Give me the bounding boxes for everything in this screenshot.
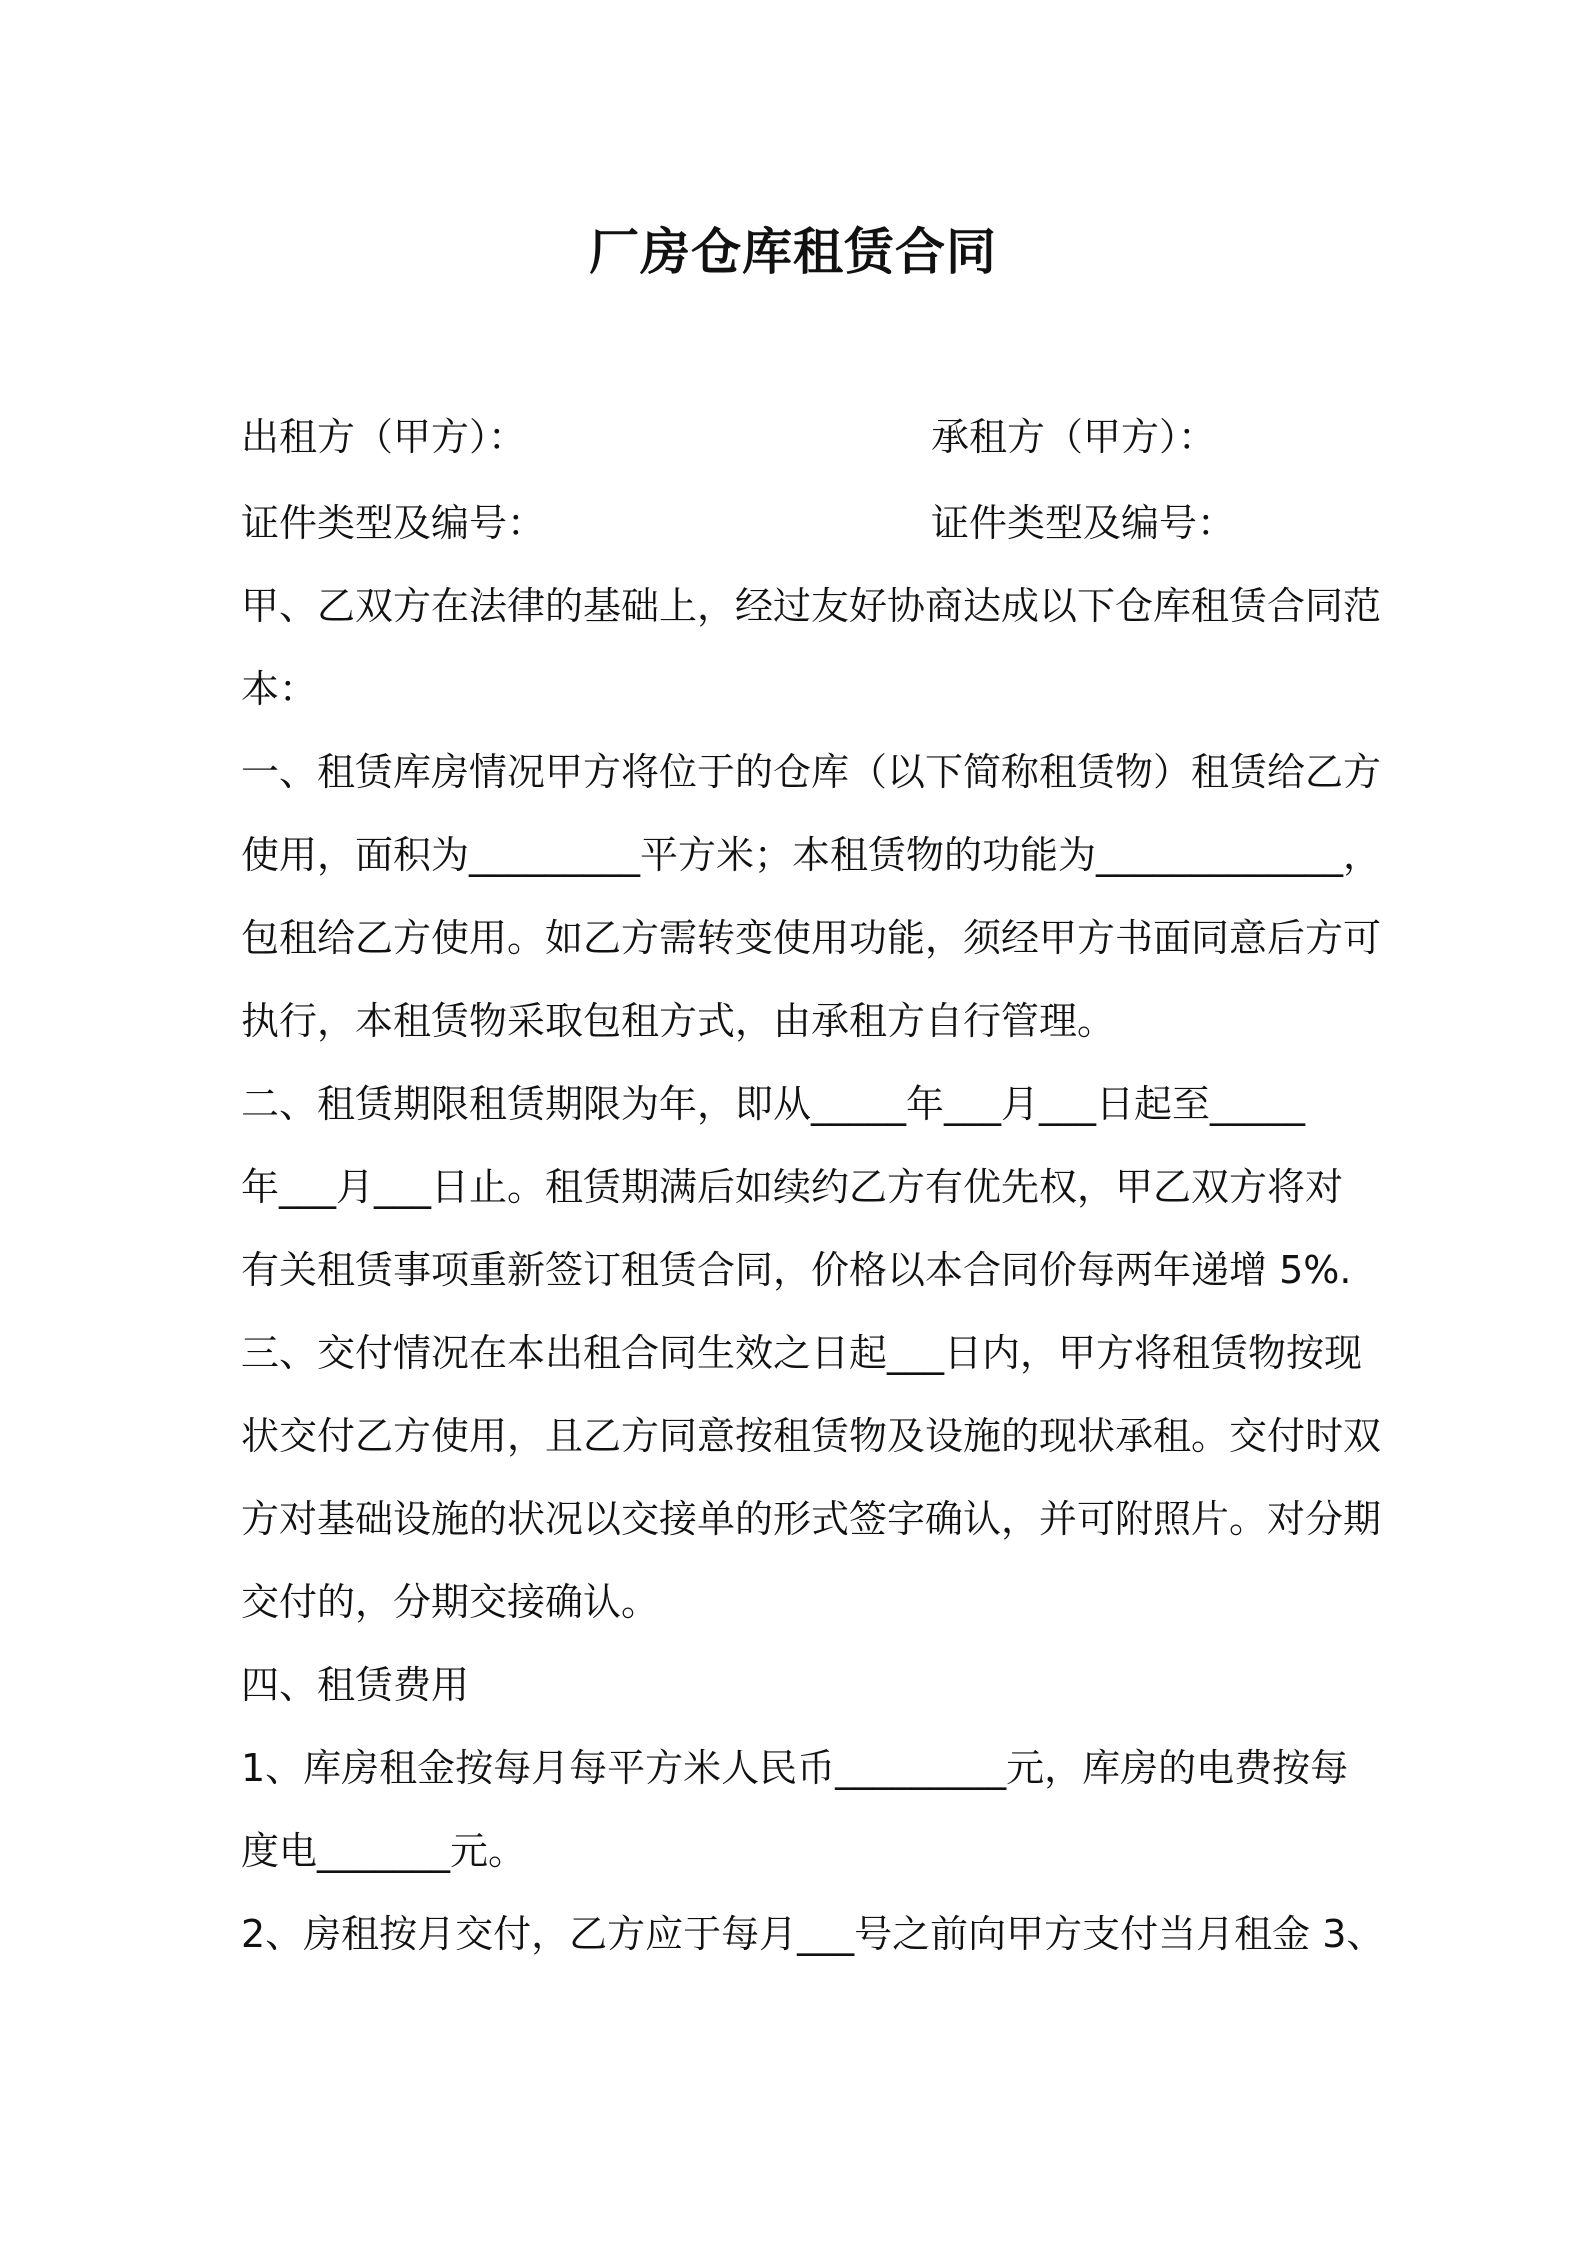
clause-3-line: 三、交付情况在本出租合同生效之日起___日内，甲方将租赁物按现 xyxy=(241,1331,1363,1375)
body-line: 有关租赁事项重新签订租赁合同，价格以本合同价每两年递增 5%. xyxy=(241,1248,1352,1292)
document-title: 厂房仓库租赁合同 xyxy=(589,223,997,281)
id-row xyxy=(241,499,1371,547)
clause-4-heading: 四、租赁费用 xyxy=(241,1663,470,1707)
body-line: 甲、乙双方在法律的基础上，经过友好协商达成以下仓库租赁合同范 xyxy=(241,584,1382,628)
lessee-id-label: 证件类型及编号： xyxy=(931,501,1236,545)
body-line: 2、房租按月交付，乙方应于每月___号之前向甲方支付当月租金 3、 xyxy=(241,1912,1385,1956)
lessor-label: 出租方（甲方）： xyxy=(241,415,527,459)
lessee-label: 承租方（甲方）： xyxy=(931,415,1217,459)
body-line: 本： xyxy=(241,667,318,711)
body-line: 使用，面积为_________平方米；本租赁物的功能为_____________， xyxy=(241,833,1382,877)
body-line: 年___月___日止。租赁期满后如续约乙方有优先权，甲乙双方将对 xyxy=(241,1165,1344,1209)
body-line: 执行，本租赁物采取包租方式，由承租方自行管理。 xyxy=(241,999,1116,1043)
lessor-id-label: 证件类型及编号： xyxy=(241,501,546,545)
body-line: 包租给乙方使用。如乙方需转变使用功能，须经甲方书面同意后方可 xyxy=(241,916,1382,960)
body-line: 1、库房租金按每月每平方米人民币_________元，库房的电费按每 xyxy=(241,1746,1349,1790)
body-line: 交付的，分期交接确认。 xyxy=(241,1580,660,1624)
body-line: 方对基础设施的状况以交接单的形式签字确认，并可附照片。对分期 xyxy=(241,1497,1382,1541)
party-row xyxy=(241,413,1371,461)
clause-1-line: 一、租赁库房情况甲方将位于的仓库（以下简称租赁物）租赁给乙方 xyxy=(241,750,1382,794)
body-line: 度电_______元。 xyxy=(241,1829,527,1873)
body-line: 状交付乙方使用，且乙方同意按租赁物及设施的现状承租。交付时双 xyxy=(241,1414,1382,1458)
clause-2-line: 二、租赁期限租赁期限为年，即从_____年___月___日起至_____ xyxy=(241,1082,1306,1126)
